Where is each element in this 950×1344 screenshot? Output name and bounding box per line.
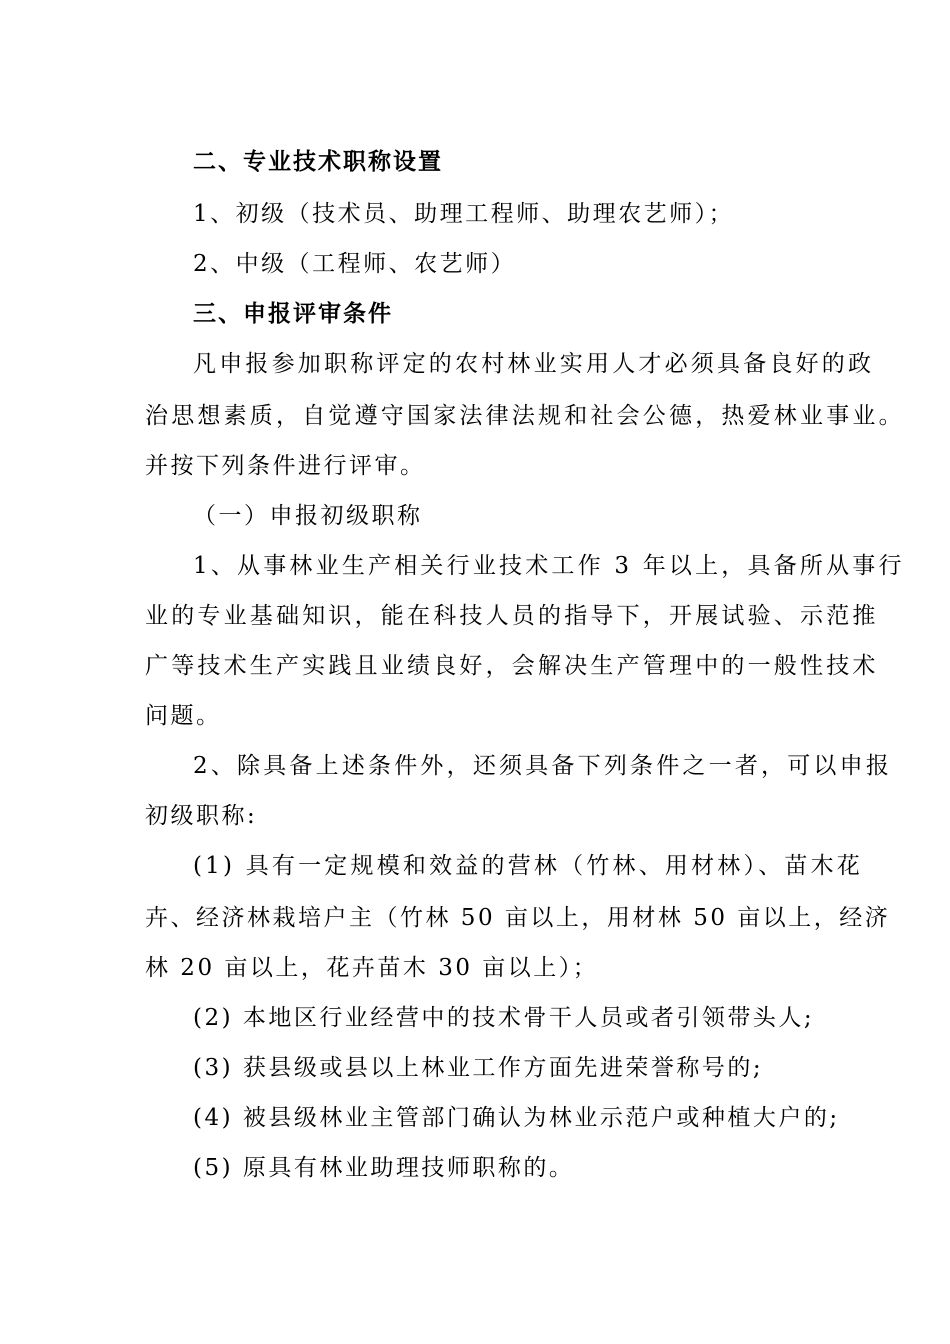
option-5: (5) 原具有林业助理技师职称的。 [193,1155,575,1181]
section2-heading: 二、专业技术职称设置 [193,149,443,175]
subsection1-heading: （一）申报初级职称 [193,503,423,529]
intro-line-1: 凡申报参加职称评定的农村林业实用人才必须具备良好的政 [193,351,875,377]
option-2: (2) 本地区行业经营中的技术骨干人员或者引领带头人; [193,1005,815,1031]
cond2-line-1: 2、除具备上述条件外，还须具备下列条件之一者，可以申报 [193,753,893,779]
cond1-line-2: 业的专业基础知识，能在科技人员的指导下，开展试验、示范推 [145,603,879,629]
section3-heading: 三、申报评审条件 [193,301,393,327]
section2-item-2: 2、中级（工程师、农艺师） [193,251,517,277]
intro-line-2: 治思想素质，自觉遵守国家法律法规和社会公德，热爱林业事业。 [145,403,905,429]
cond1-line-1: 1、从事林业生产相关行业技术工作 3 年以上，具备所从事行 [193,553,905,579]
option-3: (3) 获县级或县以上林业工作方面先进荣誉称号的; [193,1055,764,1081]
option-1-line-3: 林 20 亩以上，花卉苗木 30 亩以上）； [145,955,599,981]
intro-line-3: 并按下列条件进行评审。 [145,453,426,479]
section2-item-1: 1、初级（技术员、助理工程师、助理农艺师）； [193,201,735,227]
option-4: (4) 被县级林业主管部门确认为林业示范户或种植大户的; [193,1105,840,1131]
cond1-line-3: 广等技术生产实践且业绩良好，会解决生产管理中的一般性技术 [145,653,879,679]
option-1-line-2: 卉、经济林栽培户主（竹林 50 亩以上，用材林 50 亩以上，经济 [145,905,891,931]
cond1-line-4: 问题。 [145,703,222,729]
cond2-line-2: 初级职称: [145,803,258,829]
option-1-line-1: (1) 具有一定规模和效益的营林（竹林、用材林）、苗木花 [193,853,863,879]
